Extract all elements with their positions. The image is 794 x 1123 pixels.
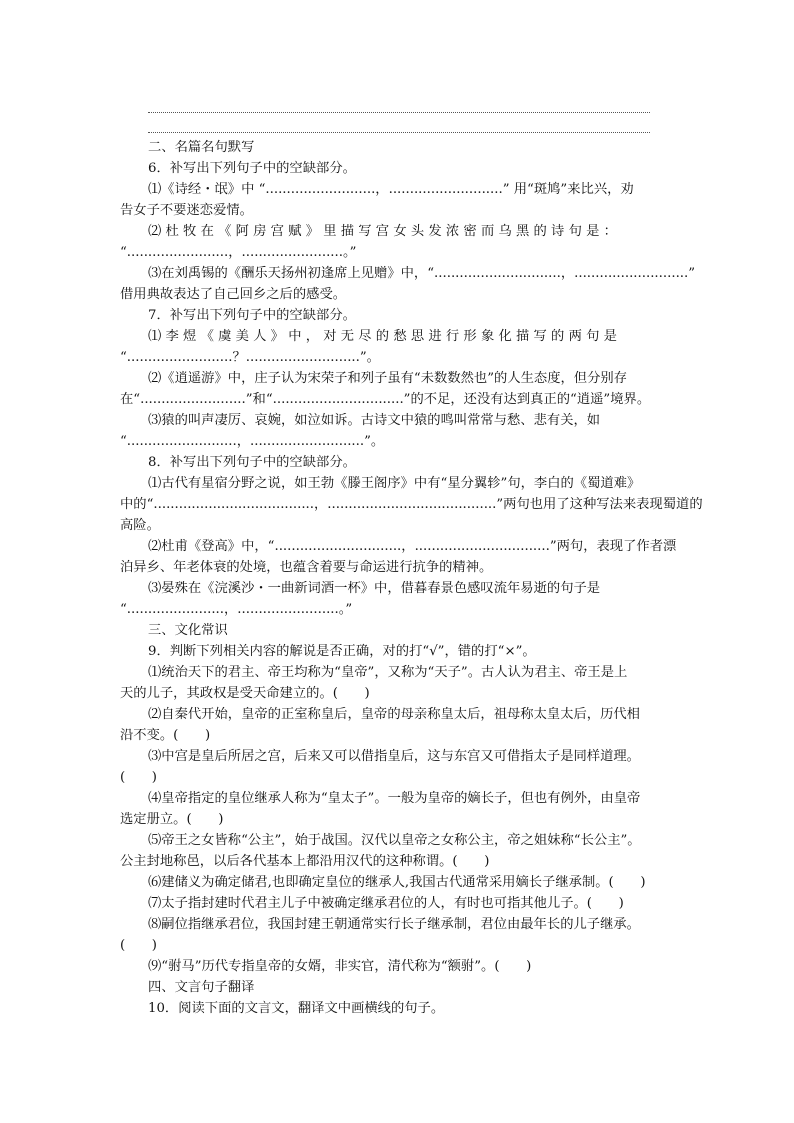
q6-item-2-blanks: “........................，........................。” — [120, 245, 357, 260]
q7-item-1-blanks: “.........................？...........................”。 — [120, 350, 380, 365]
question-7-stem: 7．补写出下列句子中的空缺部分。 — [148, 308, 356, 323]
q9-item-2: ⑵自秦代开始，皇帝的正室称皇后，皇帝的母亲称皇太后，祖母称太皇太后，历代相 — [148, 707, 640, 722]
section-heading-3: 三、文化常识 — [148, 623, 228, 638]
answer-dotted-line-1 — [148, 112, 650, 113]
q9-item-8: ⑻嗣位指继承君位，我国封建王朝通常实行长子继承制，君位由最年长的儿子继承。 — [148, 917, 640, 932]
q9-item-8-cont: ( ) — [120, 938, 157, 953]
q9-item-4-cont: 选定册立。( ) — [120, 812, 224, 827]
section-heading-2: 二、名篇名句默写 — [148, 140, 255, 155]
q6-item-3: ⑶在刘禹锡的《酬乐天扬州初逢席上见赠》中，“..............................，...........................” — [148, 266, 696, 281]
q9-item-5: ⑸帝王之女皆称“公主”，始于战国。汉代以皇帝之女称公主，帝之姐妹称“长公主”。 — [148, 833, 641, 848]
q8-item-1-end: 高险。 — [120, 518, 160, 533]
question-6-stem: 6．补写出下列句子中的空缺部分。 — [148, 161, 356, 176]
q9-item-9: ⑼“驸马”历代专指皇帝的女婿，非实官，清代称为“额驸”。( ) — [148, 959, 532, 974]
question-10-stem: 10．阅读下面的文言文，翻译文中画横线的句子。 — [148, 1001, 445, 1016]
question-8-stem: 8．补写出下列句子中的空缺部分。 — [148, 455, 356, 470]
q6-item-2: ⑵ 杜 牧 在 《 阿 房 宫 赋 》 里 描 写 宫 女 头 发 浓 密 而 乌 黑 的 诗 句 是 ： — [148, 224, 617, 239]
q9-item-1: ⑴统治天下的君主、帝王均称为“皇帝”，又称为“天子”。古人认为君主、帝王是上 — [148, 665, 628, 680]
q8-item-2-cont: 泊异乡、年老体衰的处境，也蕴含着要与命运进行抗争的精神。 — [120, 560, 493, 575]
q9-item-3: ⑶中宫是皇后所居之宫，后来又可以借指皇后，这与东宫又可借指太子是同样道理。 — [148, 749, 640, 764]
answer-dotted-line-2 — [148, 132, 650, 133]
q9-item-7: ⑺太子指封建时代君主儿子中被确定继承君位的人，有时也可指其他儿子。( ) — [148, 896, 624, 911]
q7-item-3: ⑶猿的叫声凄厉、哀婉，如泣如诉。古诗文中猿的鸣叫常常与愁、悲有关，如 — [148, 413, 601, 428]
q8-item-1: ⑴古代有星宿分野之说，如王勃《滕王阁序》中有“星分翼轸”句，李白的《蜀道难》 — [148, 476, 641, 491]
q6-item-1: ⑴《诗经・氓》中 “..........................，...........................” 用“斑鸠”来比兴，劝 — [148, 182, 634, 197]
q9-item-4: ⑷皇帝指定的皇位继承人称为“皇太子”。一般为皇帝的嫡长子，但也有例外，由皇帝 — [148, 791, 641, 806]
q8-item-2: ⑵杜甫《登高》中，“..............................，................................”两句，表现了作者漂 — [148, 539, 677, 554]
q9-item-1-cont: 天的儿子，其政权是受天命建立的。( ) — [120, 686, 370, 701]
q8-item-3-blanks: “.......................，........................。” — [120, 602, 353, 617]
q6-item-3-cont: 借用典故表达了自己回乡之后的感受。 — [120, 287, 347, 302]
q9-item-5-cont: 公主封地称邑，以后各代基本上都沿用汉代的这种称谓。( ) — [120, 854, 490, 869]
q7-item-3-blanks: “..........................，...........................”。 — [120, 434, 385, 449]
question-9-stem: 9．判断下列相关内容的解说是否正确，对的打“√”，错的打“×”。 — [148, 644, 536, 659]
q9-item-2-cont: 沿不变。( ) — [120, 728, 211, 743]
q8-item-1-cont: 中的“......................................，........................................”两句也用了这种写法来表现蜀道的 — [120, 497, 703, 512]
q7-item-2: ⑵《逍遥游》中，庄子认为宋荣子和列子虽有“未数数然也”的人生态度，但分别存 — [148, 371, 627, 386]
q8-item-3: ⑶晏殊在《浣溪沙・一曲新词酒一杯》中，借暮春景色感叹流年易逝的句子是 — [148, 581, 601, 596]
q9-item-3-cont: ( ) — [120, 770, 157, 785]
section-heading-4: 四、文言句子翻译 — [148, 980, 255, 995]
q6-item-1-cont: 告女子不要迷恋爱情。 — [120, 203, 253, 218]
q7-item-1: ⑴ 李 煜 《 虞 美 人 》 中 ， 对 无 尽 的 愁 思 进 行 形 象 化 描 写 的 两 句 是 — [148, 329, 617, 344]
q7-item-2-cont: 在“.........................”和“...............................”的不足，还没有达到真正的“逍遥”境界。 — [120, 392, 651, 407]
q9-item-6: ⑹建储义为确定储君,也即确定皇位的继承人,我国古代通常采用嫡长子继承制。( ) — [148, 875, 646, 890]
